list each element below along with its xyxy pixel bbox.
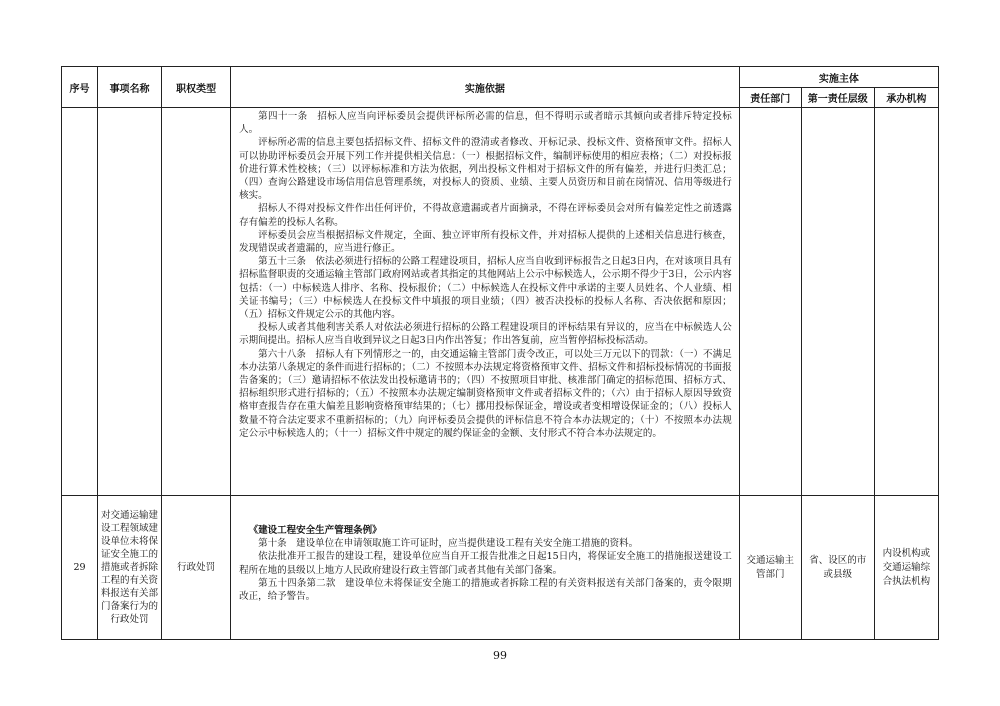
header-item-name: 事项名称 bbox=[98, 67, 162, 108]
header-subject: 实施主体 bbox=[739, 67, 938, 88]
basis-paragraph: 依法批准开工报告的建设工程，建设单位应当自开工报告批准之日起15日内，将保证安全施工的措施报送建设工程所在地的县级以上地方人民政府建设行政主管部门或者其他有关部门备案。 bbox=[239, 551, 732, 576]
cell-seq: 29 bbox=[62, 496, 98, 640]
basis-paragraph: 评标委员会应当根据招标文件规定，全面、独立评审所有投标文件，并对招标人提供的上述相关信息进行核查，发现错误或者遗漏的，应当进行修正。 bbox=[239, 229, 732, 255]
basis-paragraph: 第五十四条第二款 建设单位未将保证安全施工的措施或者拆除工程的有关资料报送有关部门备案的，责令限期改正，给予警告。 bbox=[239, 577, 732, 603]
page-number: 99 bbox=[493, 649, 507, 662]
header-basis: 实施依据 bbox=[231, 67, 740, 108]
cell-org-empty bbox=[874, 108, 938, 496]
header-dept: 责任部门 bbox=[739, 88, 801, 108]
basis-paragraph: 第六十八条 招标人有下列情形之一的，由交通运输主管部门责令改正，可以处三万元以下的罚款：（一）不满足本办法第八条规定的条件而进行招标的；（二）不按照本办法规定将资格预审文件、招标文件和招标投标情况的书面报告备案的；（三）邀请招标不依法发出投标邀请书的；（四）不按照项目审批、核准部门确定的招标范围、招标方式、招标组织形式进行招标的；（五）不按照本办法规定编制资格预审文件或者招标文件的；（六）由于招标人原因导致资格审查报告存在重大偏差且影响资格预审结果的；（七）挪用投标保证金，增设或者变相增设保证金的；（八）投标人数量不符合法定要求不重新招标的；（九）向评标委员会提供的评标信息不符合本办法规定的；（十）不按照本办法规定公示中标候选人的；（十一）招标文件中规定的履约保证金的金额、支付形式不符合本办法规定的。 bbox=[239, 348, 732, 439]
basis-paragraph: 第四十一条 招标人应当向评标委员会提供评标所必需的信息，但不得明示或者暗示其倾向或者排斥特定投标人。 bbox=[239, 111, 732, 136]
header-org: 承办机构 bbox=[874, 88, 938, 108]
table-row-continued bbox=[62, 108, 939, 496]
cell-seq-empty bbox=[62, 108, 98, 496]
power-list-table bbox=[61, 66, 939, 640]
cell-level: 省、设区的市或县级 bbox=[801, 496, 874, 640]
table-header-row bbox=[62, 67, 939, 88]
cell-dept: 交通运输主管部门 bbox=[739, 496, 801, 640]
cell-name-empty bbox=[98, 108, 162, 496]
basis-paragraph: 第十条 建设单位在申请领取施工许可证时，应当提供建设工程有关安全施工措施的资料。 bbox=[258, 538, 639, 550]
header-level: 第一责任层级 bbox=[801, 88, 874, 108]
cell-basis bbox=[231, 496, 740, 640]
basis-paragraph: 第五十三条 依法必须进行招标的公路工程建设项目，招标人应当自收到评标报告之日起3日内，在对该项目具有招标监督职责的交通运输主管部门政府网站或者其指定的其他网站上公示中标候选人，公示期不得少于3日，公示内容包括：（一）中标候选人排序、名称、投标报价；（二）中标候选人在投标文件中承诺的主要人员姓名、个人业绩、相关证书编号；（三）中标候选人在投标文件中填报的项目业绩；（四）被否决投标的投标人名称、否决依据和原因；（五）招标文件规定公示的其他内容。 bbox=[239, 256, 732, 321]
cell-basis-continued bbox=[231, 108, 740, 496]
cell-dept-empty bbox=[739, 108, 801, 496]
basis-paragraph: 招标人不得对投标文件作出任何评价，不得故意遗漏或者片面摘录，不得在评标委员会对所有偏差定性之前透露存有偏差的投标人名称。 bbox=[239, 203, 732, 228]
basis-regulation-title: 《建设工程安全生产管理条例》 bbox=[248, 525, 382, 536]
basis-paragraph: 投标人或者其他利害关系人对依法必须进行招标的公路工程建设项目的评标结果有异议的，应当在中标候选人公示期间提出。招标人应当自收到异议之日起3日内作出答复；作出答复前，应当暂停招标投标活动。 bbox=[239, 322, 732, 347]
cell-org: 内设机构或交通运输综合执法机构 bbox=[874, 496, 938, 640]
basis-paragraph: 评标所必需的信息主要包括招标文件、招标文件的澄清或者修改、开标记录、投标文件、资格预审文件。招标人可以协助评标委员会开展下列工作并提供相关信息：（一）根据招标文件，编制评标使用的相应表格；（二）对投标报价进行算术性校核；（三）以评标标准和方法为依据，列出投标文件相对于招标文件的所有偏差，并进行归类汇总；（四）查询公路建设市场信用信息管理系统，对投标人的资质、业绩、主要人员资历和目前在岗情况、信用等级进行核实。 bbox=[239, 137, 732, 202]
cell-type-empty bbox=[162, 108, 231, 496]
cell-level-empty bbox=[801, 108, 874, 496]
header-seq: 序号 bbox=[62, 67, 98, 108]
cell-power-type: 行政处罚 bbox=[162, 496, 231, 640]
table-row bbox=[62, 496, 939, 640]
cell-item-name: 对交通运输建设工程领域建设单位未将保证安全施工的措施或者拆除工程的有关资料报送有关部门备案行为的行政处罚 bbox=[98, 496, 162, 640]
header-power-type: 职权类型 bbox=[162, 67, 231, 108]
